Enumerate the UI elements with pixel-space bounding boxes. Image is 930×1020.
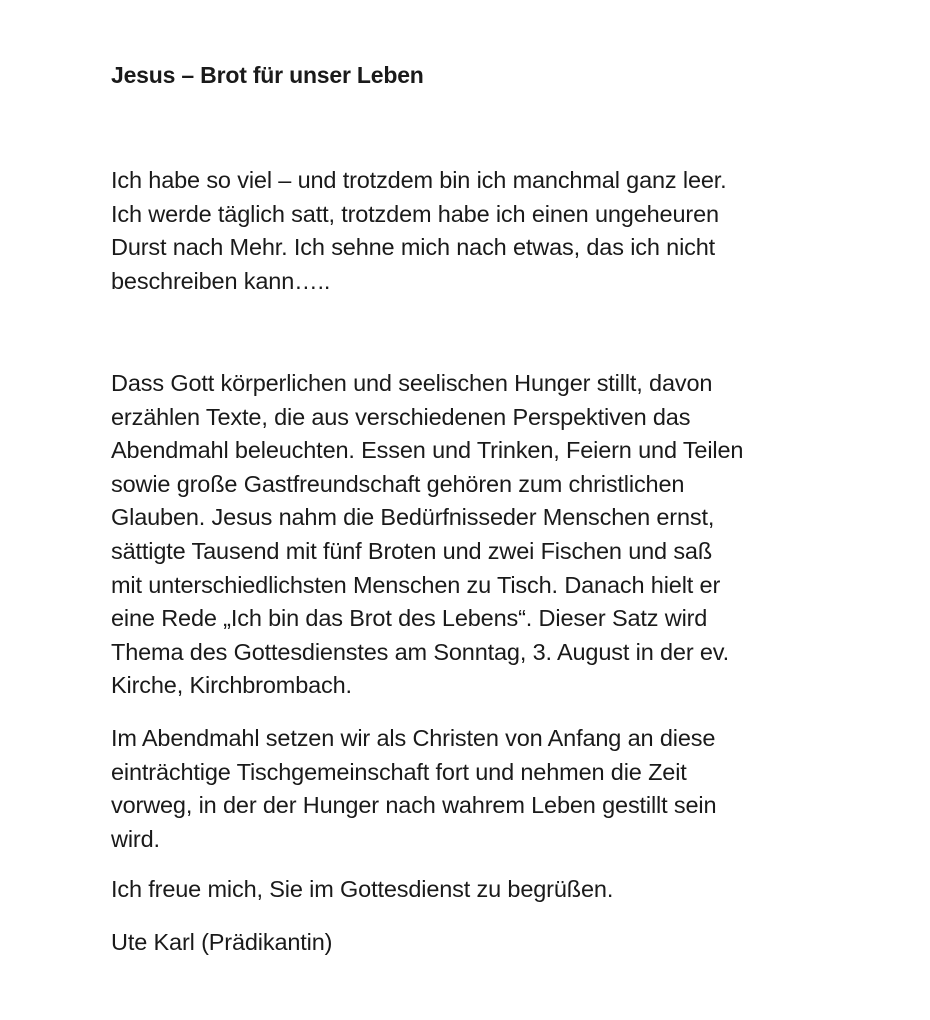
document-title: Jesus – Brot für unser Leben	[111, 62, 424, 88]
paragraph-line: Ich habe so viel – und trotzdem bin ich manchmal ganz leer.	[111, 167, 727, 193]
paragraph-line: Kirche, Kirchbrombach.	[111, 672, 352, 699]
paragraph-line: Abendmahl beleuchten. Essen und Trinken, Feiern und Teilen	[111, 437, 744, 464]
paragraph-intro	[111, 164, 826, 298]
author-name: Ute Karl (Prädikantin)	[111, 929, 333, 955]
document-page	[111, 60, 826, 955]
paragraph-line: Im Abendmahl setzen wir als Christen von Anfang an diese	[111, 725, 716, 751]
paragraph-line: Durst nach Mehr. Ich sehne mich nach etwas, das ich nicht	[111, 234, 716, 261]
paragraph-line: mit unterschiedlichsten Menschen zu Tisch. Danach hielt er	[111, 571, 721, 598]
paragraph-line: einträchtige Tischgemeinschaft fort und nehmen die Zeit	[111, 758, 687, 785]
paragraph-line: sättigte Tausend mit fünf Broten und zwei Fischen und saß	[111, 537, 713, 564]
paragraph-line: Dass Gott körperlichen und seelischen Hunger stillt, davon	[111, 370, 713, 396]
paragraph-greeting	[111, 873, 826, 907]
paragraph-line: eine Rede „Ich bin das Brot des Lebens“. Dieser Satz wird	[111, 605, 708, 632]
paragraph-line: Thema des Gottesdienstes am Sonntag, 3. August in der ev.	[111, 638, 730, 665]
paragraph-main	[111, 367, 826, 703]
paragraph-line: beschreiben kann…..	[111, 267, 331, 294]
signature	[111, 926, 826, 960]
paragraph-line: vorweg, in der der Hunger nach wahrem Leben gestillt sein	[111, 792, 717, 819]
paragraph-line: Ich werde täglich satt, trotzdem habe ich einen ungeheuren	[111, 200, 719, 227]
paragraph-line: Glauben. Jesus nahm die Bedürfnisseder Menschen ernst,	[111, 504, 715, 531]
paragraph-line: wird.	[111, 825, 160, 852]
paragraph-line: erzählen Texte, die aus verschiedenen Perspektiven das	[111, 403, 691, 430]
paragraph-line: sowie große Gastfreundschaft gehören zum christlichen	[111, 470, 685, 497]
paragraph-line: Ich freue mich, Sie im Gottesdienst zu begrüßen.	[111, 876, 614, 902]
paragraph-abendmahl	[111, 722, 826, 856]
